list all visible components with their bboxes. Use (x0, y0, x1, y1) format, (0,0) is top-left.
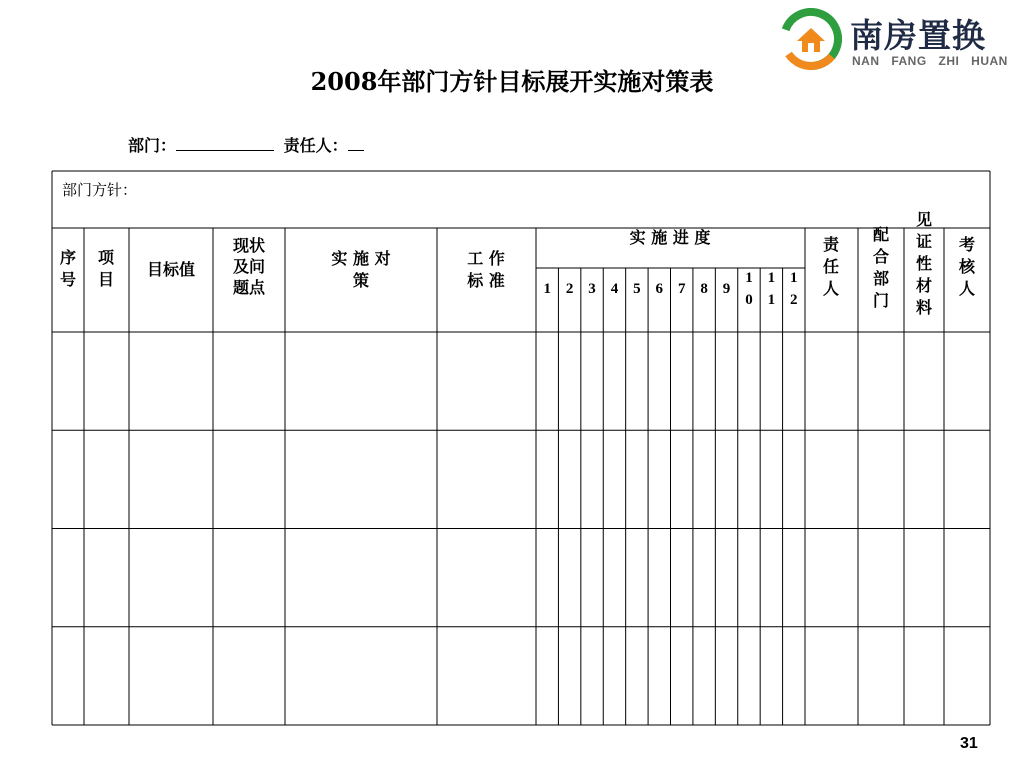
header-cooperate: 门 (872, 291, 890, 310)
header-auditor: 考 (958, 235, 976, 254)
header-month-9: 9 (722, 281, 731, 297)
table-headers (60, 210, 976, 317)
header-month-11: 1 (767, 292, 776, 308)
header-standard: 工 作 (467, 249, 505, 268)
header-evidence: 性 (915, 254, 933, 273)
header-measure: 实 施 对 (331, 249, 391, 268)
header-cooperate: 配 (872, 225, 890, 244)
header-month-10: 1 (745, 270, 753, 286)
header-responsible: 责 (822, 235, 840, 254)
header-month-12: 1 (790, 270, 798, 286)
policy-label: 部门方针： (62, 181, 138, 199)
page-title: 2008年部门方针目标展开实施对策表 (310, 67, 714, 96)
header-cooperate: 部 (872, 269, 890, 288)
logo-english-text: NAN FANG ZHI HUAN (852, 54, 1008, 68)
header-month-5: 5 (633, 281, 641, 297)
header-month-11: 1 (767, 270, 776, 286)
header-item: 项 (97, 248, 115, 267)
header-measure: 策 (352, 271, 370, 290)
header-evidence: 材 (915, 276, 933, 295)
header-problem: 及问 (232, 257, 266, 276)
header-month-2: 2 (565, 281, 574, 297)
header-month-10: 0 (745, 292, 753, 308)
header-target: 目标值 (146, 260, 196, 279)
header-month-7: 7 (677, 281, 686, 297)
header-progress: 实 施 进 度 (629, 228, 711, 247)
header-responsible: 人 (822, 279, 840, 298)
header-month-6: 6 (655, 281, 664, 297)
header-evidence: 料 (915, 298, 933, 317)
header-month-1: 1 (543, 281, 551, 297)
header-evidence: 证 (915, 232, 933, 251)
header-item: 目 (97, 270, 115, 289)
logo-chinese-text: 南房置换 (850, 16, 986, 55)
page-number: 31 (960, 735, 978, 752)
header-evidence: 见 (915, 210, 933, 229)
header-seq: 号 (59, 270, 77, 289)
header-seq: 序 (59, 248, 77, 267)
header-problem: 题点 (232, 278, 266, 297)
table-lines (52, 171, 990, 725)
header-cooperate: 合 (872, 247, 890, 266)
header-month-12: 2 (790, 292, 798, 308)
header-month-3: 3 (588, 281, 596, 297)
header-problem: 现状 (232, 236, 266, 255)
header-auditor: 核 (958, 257, 976, 276)
header-responsible: 任 (822, 257, 840, 276)
owner-label: 责任人： (283, 136, 348, 155)
header-auditor: 人 (958, 279, 976, 298)
header-month-4: 4 (610, 281, 619, 297)
header-month-8: 8 (700, 281, 708, 297)
dept-label: 部门： (128, 136, 177, 155)
header-standard: 标 准 (467, 271, 505, 290)
